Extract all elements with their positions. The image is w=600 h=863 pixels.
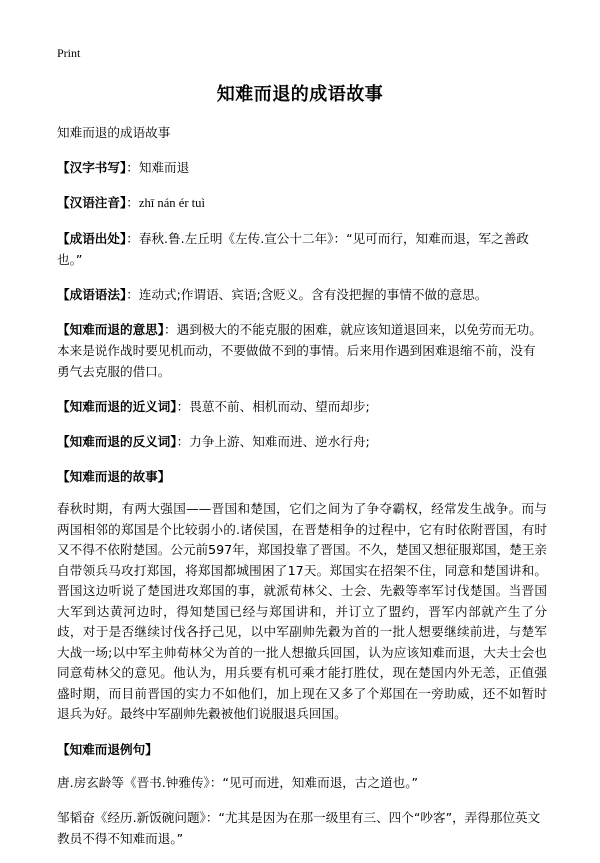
pinyin-value: ：zhī nán ér tuì	[126, 196, 205, 210]
page-title: 知难而退的成语故事	[216, 84, 384, 105]
synonyms-label: 【知难而退的近义词】	[57, 399, 177, 414]
story-text: 春秋时期，有两大强国——晋国和楚国，它们之间为了争夺霸权，经常发生战争。而与两国相邻的郑国是个比较弱小的.诸侯国，在晋楚相争的过程中，它有时依附晋国，有时又不得不依附楚国。公元前597年，郑国投靠了晋国。不久，楚国又想征服郑国，楚王亲自带领兵马攻打郑国，将郑国都城围困了17天。郑国实在招架不住，同意和楚国讲和。晋国这边听说了楚国进攻郑国的事，就派荀林父、士会、先縠等率军讨伐楚国。当晋国大军到达黄河边时，得知楚国已经与郑国讲和，并订立了盟约，晋军内部就产生了分歧，对于是否继续讨伐各抒己见，以中军副帅先縠为首的一批人想要继续前进，与楚军大战一场;以中军主帅荀林父为首的一批人想撤兵回国，认为应该知难而退，大夫士会也同意荀林父的意见。他认为，用兵要有机可乘才能打胜仗，现在楚国内外无恙，正值强盛时期，而目前晋国的实力不如他们，加上现在又多了个郑国在一旁助威，还不如暂时退兵为好。最终中军副帅先縠被他们说服退兵回国。	[57, 501, 548, 721]
antonyms-label: 【知难而退的反义词】	[57, 434, 177, 449]
grammar-label: 【成语语法】	[57, 287, 127, 302]
meaning-label: 【知难而退的意思】	[57, 322, 165, 337]
grammar-value: ：连动式;作谓语、宾语;含贬义。含有没把握的事情不做的意思。	[126, 287, 488, 302]
pinyin-entry	[57, 192, 547, 214]
source-value: ：春秋.鲁.左丘明《左传.宣公十二年》：“见可而行，知难而退，军之善政也。”	[57, 231, 529, 267]
example-2: 邹韬奋《经历.新饭碗问题》：“尤其是因为在那一级里有三、四个“吵客”，弄得那位英文教员不得不知难而退。”	[57, 809, 541, 846]
writing-label: 【汉字书写】	[57, 160, 127, 175]
writing-entry	[57, 157, 547, 178]
source-label: 【成语出处】	[57, 231, 127, 246]
synonyms-entry	[57, 396, 547, 417]
meaning-value: ：遇到极大的不能克服的困难，就应该知道退回来，以免劳而无功。本来是说作战时要见机而动，不要做做不到的事情。后来用作遇到困难退缩不前，没有勇气去克服的借口。	[57, 322, 542, 379]
print-link[interactable]: Print	[57, 46, 81, 60]
example-1: 唐.房玄龄等《晋书.钟雅传》：“见可而进，知难而退，古之道也。”	[57, 774, 419, 790]
grammar-entry	[57, 284, 547, 305]
meaning-entry	[57, 319, 547, 382]
source-entry	[57, 228, 547, 270]
synonyms-value: ：畏葸不前、相机而动、望而却步;	[176, 399, 370, 414]
story-heading: 【知难而退的故事】	[57, 469, 171, 484]
antonyms-value: ：力争上游、知难而进、逆水行舟;	[176, 434, 370, 449]
pinyin-label: 【汉语注音】	[57, 195, 127, 210]
document-body	[57, 122, 547, 863]
writing-value: ：知难而退	[126, 160, 190, 175]
examples-heading: 【知难而退例句】	[57, 741, 158, 757]
document-subtitle: 知难而退的成语故事	[57, 125, 171, 140]
antonyms-entry	[57, 431, 547, 452]
